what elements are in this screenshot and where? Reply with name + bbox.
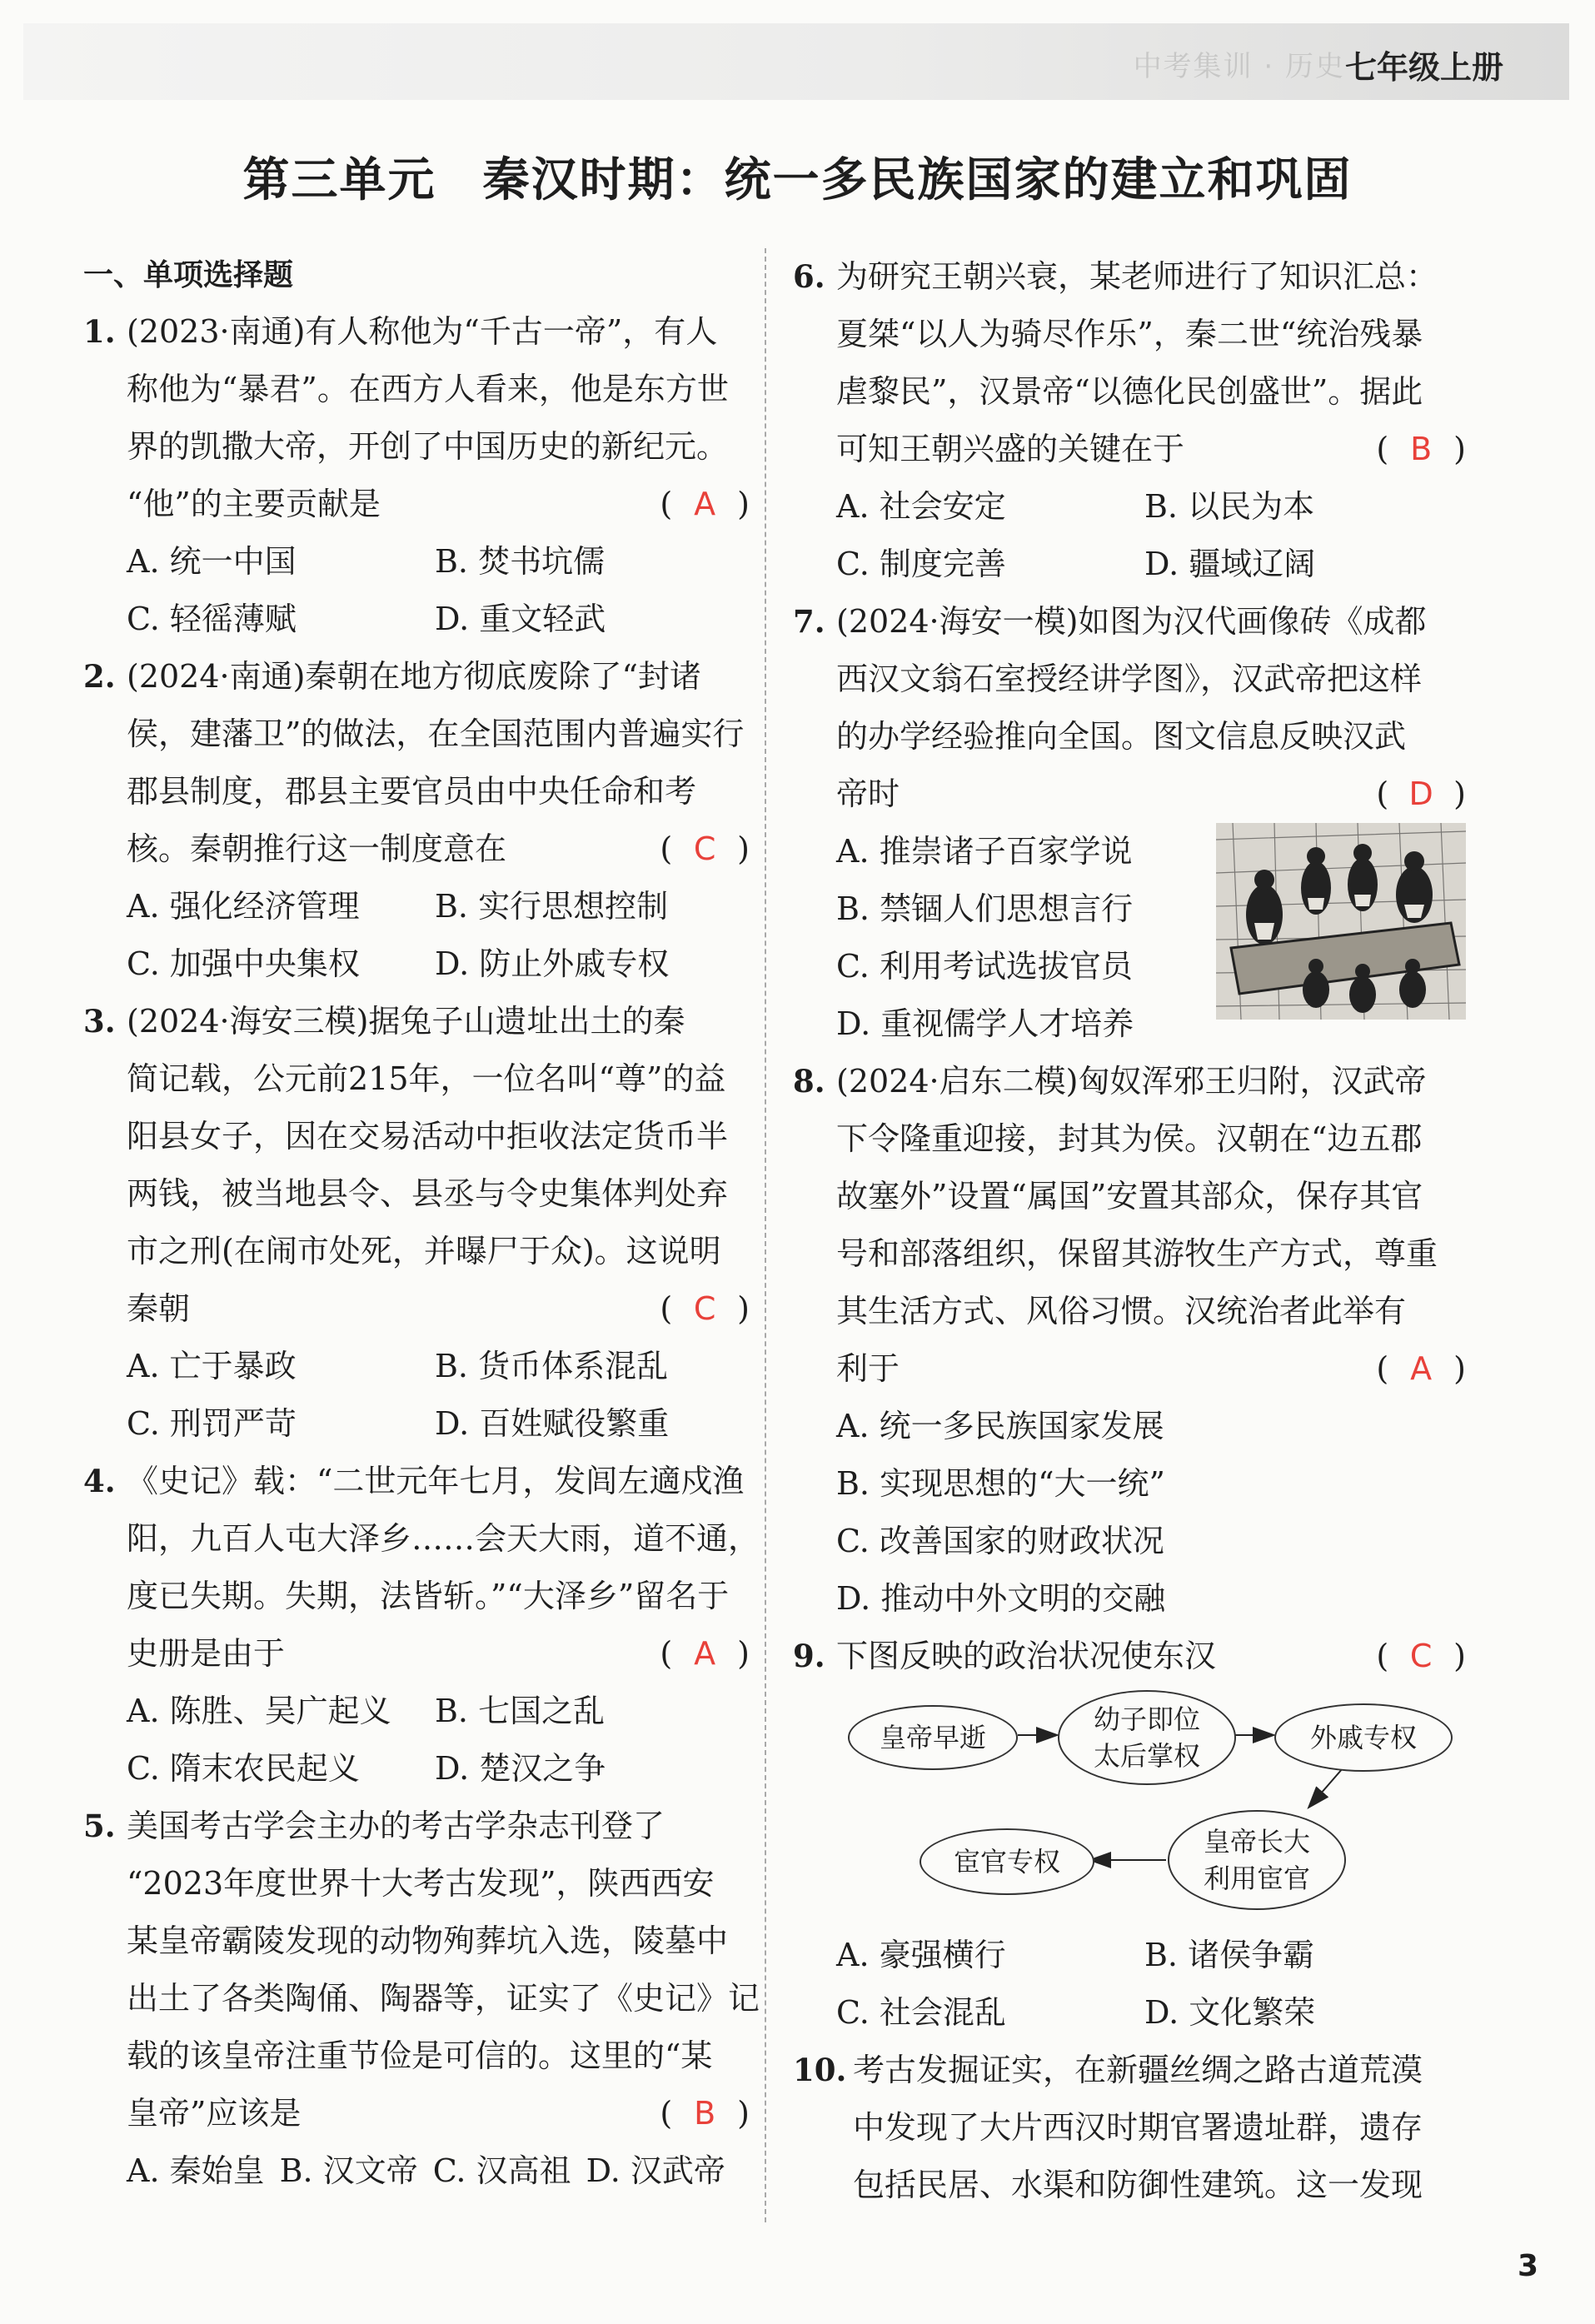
answer-bracket: ( B ) [660, 2085, 750, 2142]
option-d: D. 汉武帝 [586, 2152, 725, 2189]
unit-label: 第三单元 [242, 152, 436, 207]
stem-line: 帝时 [836, 775, 900, 812]
option-c: C. 制度完善 [836, 546, 1006, 582]
answer-bracket: ( A ) [660, 1625, 750, 1683]
node-emperor-early-death [848, 1705, 1018, 1770]
stem-line: 故塞外”设置“属国”安置其部众，保存其官 [836, 1178, 1423, 1214]
answer-bracket: ( C ) [660, 820, 750, 878]
answer-letter: B [694, 2095, 716, 2132]
stem-line: 阳，九百人屯大泽乡……会天大雨，道不通， [127, 1520, 760, 1557]
stem-line: (2024·启东二模)匈奴浑邪王归附，汉武帝 [836, 1063, 1427, 1100]
question-3 [83, 993, 750, 1453]
stem-line: (2024·海安三模)据兔子山遗址出土的秦 [127, 1003, 685, 1040]
option-d: D. 重文轻武 [435, 601, 606, 637]
node-label: 外戚专权 [1309, 1722, 1417, 1753]
stem-line: 下图反映的政治状况使东汉 [836, 1638, 1217, 1674]
stem-line: 核。秦朝推行这一制度意在 [127, 830, 507, 867]
stem-line: 侯，建藩卫”的做法，在全国范围内普遍实行 [127, 716, 745, 752]
question-8 [793, 1053, 1466, 1628]
option-a: A. 统一多民族国家发展 [836, 1408, 1164, 1444]
answer-letter: A [694, 486, 716, 522]
answer-letter: A [694, 1635, 716, 1672]
answer-letter: C [1409, 1638, 1433, 1674]
answer-bracket: ( D ) [1376, 766, 1466, 823]
node-label: 利用宦官 [1203, 1863, 1310, 1894]
question-5 [83, 1798, 760, 2200]
option-d: D. 重视儒学人才培养 [836, 1005, 1134, 1042]
stem-line: 简记载，公元前215年，一位名叫“尊”的益 [127, 1060, 726, 1097]
stem-line: 包括民居、水渠和防御性建筑。这一发现 [853, 2167, 1423, 2203]
stem-line: 两钱，被当地县令、县丞与令史集体判处弃 [127, 1175, 729, 1212]
option-a: A. 陈胜、吴广起义 [127, 1693, 391, 1729]
node-emperor-uses-eunuchs [1168, 1810, 1346, 1910]
question-number: 2. [83, 658, 116, 695]
section-title: 一、单项选择题 [83, 258, 294, 292]
option-d: D. 推动中外文明的交融 [836, 1580, 1166, 1617]
option-c: C. 加强中央集权 [127, 945, 360, 982]
question-number: 1. [83, 313, 116, 350]
question-number: 4. [83, 1463, 116, 1499]
stem-line: 的办学经验推向全国。图文信息反映汉武 [836, 718, 1407, 755]
question-number: 5. [83, 1808, 116, 1844]
option-d: D. 百姓赋役繁重 [435, 1405, 670, 1442]
stem-line: 度已失期。失期，法皆斩。”“大泽乡”留名于 [127, 1578, 730, 1614]
han-brick-relief-image [1216, 823, 1466, 1020]
question-number: 6. [793, 258, 825, 295]
stem-line: 界的凯撒大帝，开创了中国历史的新纪元。 [127, 428, 729, 465]
stem-line: 载的该皇帝注重节俭是可信的。这里的“某 [127, 2037, 713, 2074]
right-column [793, 248, 1466, 2214]
column-divider [765, 248, 766, 2222]
page-number: 3 [1517, 2249, 1538, 2283]
stem-line: 美国考古学会主办的考古学杂志刊登了 [127, 1808, 665, 1844]
series-ghost-text: 中考集训 · 历史 [1133, 50, 1345, 83]
question-2 [83, 648, 750, 993]
option-c: C. 利用考试选拔官员 [836, 948, 1133, 985]
stem-line: 郡县制度，郡县主要官员由中央任命和考 [127, 773, 697, 810]
answer-letter: A [1410, 1350, 1433, 1387]
question-7 [793, 593, 1466, 1053]
stem-line: 虐黎民”，汉景帝“以德化民创盛世”。据此 [836, 373, 1423, 410]
stem-line: 号和部落组织，保留其游牧生产方式，尊重 [836, 1235, 1438, 1272]
stem-line: 其生活方式、风俗习惯。汉统治者此举有 [836, 1293, 1407, 1329]
stem-line: 下令隆重迎接，封其为侯。汉朝在“边五郡 [836, 1120, 1423, 1157]
answer-letter: C [693, 830, 716, 867]
option-c: C. 刑罚严苛 [127, 1405, 297, 1442]
stem-line: (2024·南通)秦朝在地方彻底废除了“封诸 [127, 658, 701, 695]
node-child-emperor [1058, 1690, 1236, 1785]
stem-line: 市之刑(在闹市处死，并曝尸于众)。这说明 [127, 1233, 721, 1269]
option-a: A. 秦始皇 [127, 2152, 265, 2189]
option-b: B. 诸侯争霸 [1144, 1937, 1315, 1973]
option-a: A. 豪强横行 [836, 1937, 1006, 1973]
option-d: D. 楚汉之争 [435, 1750, 606, 1787]
stem-line: 秦朝 [127, 1290, 191, 1327]
answer-letter: D [1408, 775, 1433, 812]
answer-bracket: ( A ) [660, 476, 750, 533]
stem-line: 出土了各类陶俑、陶器等，证实了《史记》记 [127, 1980, 760, 2017]
question-1 [83, 303, 750, 648]
option-c: C. 改善国家的财政状况 [836, 1523, 1164, 1559]
option-d: D. 文化繁荣 [1144, 1994, 1316, 2031]
option-b: B. 汉文帝 [279, 2152, 418, 2189]
flow-diagram [826, 1685, 1466, 1927]
node-label: 幼子即位 [1093, 1703, 1200, 1735]
option-a: A. 亡于暴政 [127, 1348, 297, 1384]
node-label: 皇帝长大 [1203, 1826, 1310, 1858]
option-b: B. 实现思想的“大一统” [836, 1465, 1165, 1502]
node-label: 宦官专权 [953, 1846, 1060, 1878]
question-number: 8. [793, 1063, 825, 1100]
option-d: D. 防止外戚专权 [435, 945, 670, 982]
option-a: A. 统一中国 [127, 543, 297, 580]
option-b: B. 七国之乱 [435, 1693, 606, 1729]
question-10 [793, 2042, 1466, 2214]
option-c: C. 隋末农民起义 [127, 1750, 360, 1787]
stem-line: 利于 [836, 1350, 900, 1387]
answer-bracket: ( C ) [1376, 1628, 1466, 1685]
unit-heading: 秦汉时期：统一多民族国家的建立和巩固 [482, 152, 1353, 207]
stem-line: 《史记》载：“二世元年七月，发闾左適戍渔 [127, 1463, 745, 1499]
stem-line: 皇帝”应该是 [127, 2095, 302, 2132]
answer-letter: B [1410, 431, 1433, 467]
stem-line: 可知王朝兴盛的关键在于 [836, 431, 1185, 467]
question-6 [793, 248, 1466, 593]
stem-line: (2023·南通)有人称他为“千古一帝”，有人 [127, 313, 718, 350]
stem-line: 为研究王朝兴衰，某老师进行了知识汇总： [836, 258, 1438, 295]
question-number: 3. [83, 1003, 116, 1040]
stem-line: “2023年度世界十大考古发现”，陕西西安 [127, 1865, 715, 1902]
question-number: 10. [793, 2052, 847, 2088]
stem-line: “他”的主要贡献是 [127, 486, 381, 522]
stem-line: (2024·海安一模)如图为汉代画像砖《成都 [836, 603, 1427, 640]
answer-bracket: ( C ) [660, 1280, 750, 1338]
option-a: A. 社会安定 [836, 488, 1006, 525]
option-b: B. 货币体系混乱 [435, 1348, 669, 1384]
answer-bracket: ( A ) [1376, 1340, 1466, 1398]
question-4 [83, 1453, 760, 1798]
stem-line: 考古发掘证实，在新疆丝绸之路古道荒漠 [853, 2052, 1423, 2088]
stem-line: 称他为“暴君”。在西方人看来，他是东方世 [127, 371, 729, 407]
stem-line: 西汉文翁石室授经讲学图》，汉武帝把这样 [836, 661, 1423, 697]
option-b: B. 以民为本 [1144, 488, 1315, 525]
left-column [83, 248, 760, 2200]
option-c: C. 社会混乱 [836, 1994, 1006, 2031]
option-c: C. 汉高祖 [432, 2152, 571, 2189]
question-number: 7. [793, 603, 825, 640]
node-label: 太后掌权 [1093, 1740, 1200, 1772]
stem-line: 某皇帝霸陵发现的动物殉葬坑入选，陵墓中 [127, 1923, 729, 1959]
node-label: 皇帝早逝 [879, 1722, 986, 1753]
option-b: B. 禁锢人们思想言行 [836, 890, 1134, 927]
stem-line: 夏桀“以人为骑尽作乐”，秦二世“统治残暴 [836, 316, 1423, 352]
grade-label: 七年级上册 [1344, 49, 1503, 86]
answer-letter: C [693, 1290, 716, 1327]
node-consort-kin-power [1274, 1703, 1453, 1772]
stem-line: 阳县女子，因在交易活动中拒收法定货币半 [127, 1118, 729, 1155]
option-c: C. 轻徭薄赋 [127, 601, 297, 637]
option-a: A. 强化经济管理 [127, 888, 360, 925]
answer-bracket: ( B ) [1376, 421, 1466, 478]
stem-line: 史册是由于 [127, 1635, 286, 1672]
node-eunuch-power [920, 1828, 1094, 1895]
option-b: B. 实行思想控制 [435, 888, 669, 925]
option-b: B. 焚书坑儒 [435, 543, 606, 580]
question-number: 9. [793, 1638, 825, 1674]
unit-title [0, 143, 1595, 210]
question-9 [793, 1628, 1466, 2042]
stem-line: 中发现了大片西汉时期官署遗址群，遗存 [853, 2109, 1423, 2146]
option-a: A. 推崇诸子百家学说 [836, 833, 1133, 870]
option-d: D. 疆域辽阔 [1144, 546, 1316, 582]
